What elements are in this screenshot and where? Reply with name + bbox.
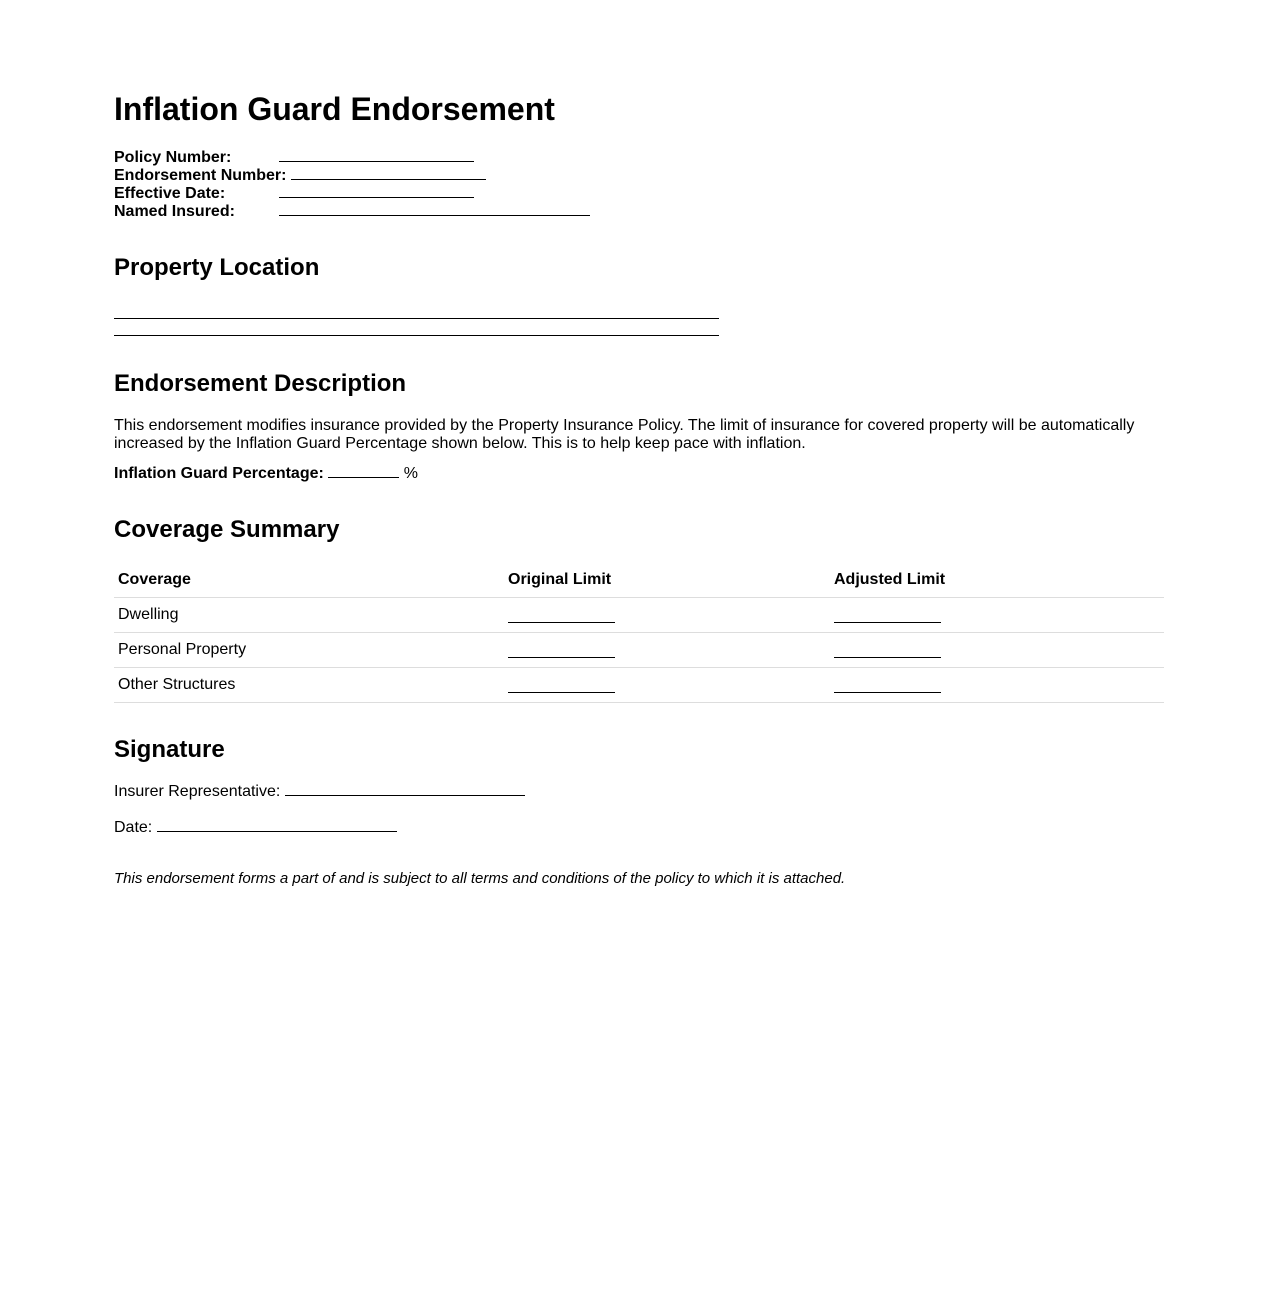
endorsement-number-row <box>114 167 286 185</box>
coverage-summary-table <box>114 563 1164 703</box>
policy-number-field[interactable] <box>279 149 474 162</box>
insurer-representative-field[interactable] <box>285 783 525 796</box>
effective-date-label: Effective Date: <box>114 185 226 202</box>
adjusted-limit-field[interactable] <box>834 657 941 658</box>
inflation-guard-percentage <box>114 465 418 483</box>
table-row <box>114 633 1164 668</box>
original-limit-field[interactable] <box>508 622 615 623</box>
named-insured-label: Named Insured: <box>114 203 235 220</box>
policy-meta <box>114 149 286 221</box>
percentage-label: Inflation Guard Percentage: <box>114 465 324 482</box>
percentage-field[interactable] <box>328 465 399 478</box>
adjusted-limit-cell <box>830 633 1164 668</box>
property-location-heading: Property Location <box>114 254 320 281</box>
original-limit-cell <box>504 598 830 633</box>
named-insured-row <box>114 203 286 221</box>
insurer-representative-label: Insurer Representative: <box>114 783 281 800</box>
signature-date-row <box>114 819 397 837</box>
coverage-summary-heading: Coverage Summary <box>114 516 340 543</box>
named-insured-field[interactable] <box>279 203 590 216</box>
column-header-adjusted-limit: Adjusted Limit <box>830 563 1164 598</box>
original-limit-cell <box>504 668 830 703</box>
property-location-line-1[interactable] <box>114 318 719 319</box>
coverage-cell: Other Structures <box>114 668 504 703</box>
adjusted-limit-field[interactable] <box>834 692 941 693</box>
property-location-line-2[interactable] <box>114 335 719 336</box>
policy-number-label: Policy Number: <box>114 149 232 166</box>
endorsement-description-heading: Endorsement Description <box>114 370 407 397</box>
table-header-row <box>114 563 1164 598</box>
coverage-cell: Personal Property <box>114 633 504 668</box>
effective-date-row <box>114 185 286 203</box>
effective-date-field[interactable] <box>279 185 474 198</box>
column-header-coverage: Coverage <box>114 563 504 598</box>
signature-date-field[interactable] <box>157 819 397 832</box>
adjusted-limit-cell <box>830 598 1164 633</box>
column-header-original-limit: Original Limit <box>504 563 830 598</box>
insurer-representative-row <box>114 783 525 801</box>
policy-number-row <box>114 149 286 167</box>
original-limit-field[interactable] <box>508 692 615 693</box>
table-row <box>114 668 1164 703</box>
document-title: Inflation Guard Endorsement <box>114 91 555 127</box>
signature-date-label: Date: <box>114 819 153 836</box>
footer-note: This endorsement forms a part of and is subject to all terms and conditions of the policy to which it is attached. <box>114 870 846 887</box>
endorsement-number-label: Endorsement Number: <box>114 167 287 184</box>
table-row <box>114 598 1164 633</box>
original-limit-cell <box>504 633 830 668</box>
original-limit-field[interactable] <box>508 657 615 658</box>
adjusted-limit-cell <box>830 668 1164 703</box>
adjusted-limit-field[interactable] <box>834 622 941 623</box>
percentage-suffix: % <box>403 465 418 482</box>
coverage-cell: Dwelling <box>114 598 504 633</box>
endorsement-number-field[interactable] <box>291 167 486 180</box>
endorsement-description-text: This endorsement modifies insurance provided by the Property Insurance Policy. The limit of insurance for covered property will be automatically increased by the Inflation Guard Percentage shown below. This is to help keep pace with inflation. <box>114 417 1135 452</box>
signature-heading: Signature <box>114 736 225 763</box>
